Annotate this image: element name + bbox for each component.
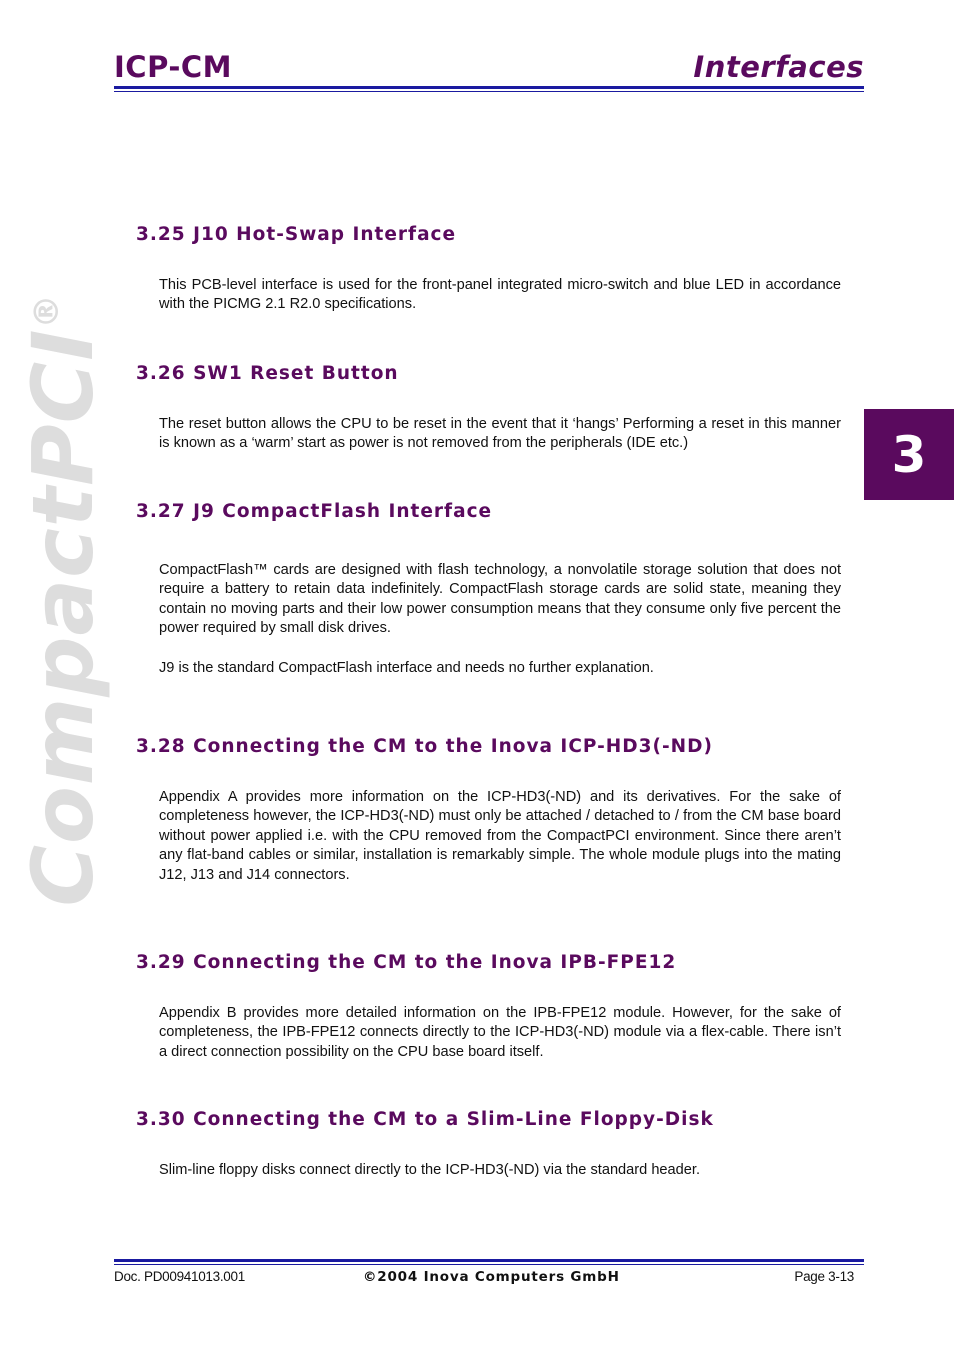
section-paragraph: Appendix A provides more information on the ICP-HD3(-ND) and its derivatives. For the sake of completeness however, the ICP-HD3(-ND) must only be attached / detached to / from the CM base board without power applied i.e. with the CPU removed from the CompactPCI environment. Since there aren’t any flat-band cables or similar, installation is remarkably simple. The whole module plugs into the mating J12, J13 and J14 connectors. bbox=[159, 789, 841, 883]
footer-copyright: ©2004 Inova Computers GmbH bbox=[363, 1269, 620, 1285]
header-rule-thin bbox=[114, 91, 864, 92]
footer-doc-number: Doc. PD00941013.001 bbox=[114, 1269, 245, 1284]
section-heading: 3.26 SW1 Reset Button bbox=[136, 363, 399, 384]
section-paragraph: Appendix B provides more detailed information on the IPB-FPE12 module. However, for the sake of completeness, the IPB-FPE12 connects directly to the ICP-HD3(-ND) module via a flex-cable. There isn’t a direct connection possibility on the CPU base board itself. bbox=[159, 1005, 841, 1060]
section-3-28 bbox=[136, 736, 842, 885]
section-paragraph: J9 is the standard CompactFlash interface and needs no further explanation. bbox=[159, 659, 654, 676]
footer-rule-thick bbox=[114, 1259, 864, 1262]
header-chapter-title: Interfaces bbox=[693, 50, 864, 84]
section-paragraph: This PCB-level interface is used for the front-panel integrated micro-switch and blue LED in accordance with the PICMG 2.1 R2.0 specifications. bbox=[159, 277, 841, 313]
section-paragraph: CompactFlash™ cards are designed with flash technology, a nonvolatile storage solution that does not require a battery to retain data indefinitely. CompactFlash storage cards are solid state, meaning they contain no moving parts and their low power consumption means that they consume only five percent the power required by small disk drives. bbox=[159, 562, 841, 637]
compactpci-watermark bbox=[14, 293, 112, 906]
watermark-text: CompactPCI bbox=[14, 328, 112, 907]
footer-page-number: Page 3-13 bbox=[794, 1269, 854, 1284]
section-heading: 3.27 J9 CompactFlash Interface bbox=[136, 501, 493, 522]
footer-rule-thin bbox=[114, 1264, 864, 1265]
section-paragraph: The reset button allows the CPU to be reset in the event that it ‘hangs’ Performing a reset in this manner is known as a ‘warm’ start as power is not removed from the peripherals (IDE etc.) bbox=[159, 416, 841, 452]
section-3-27 bbox=[136, 501, 842, 678]
watermark-registered-mark: ® bbox=[27, 293, 67, 329]
section-heading: 3.29 Connecting the CM to the Inova IPB-FPE12 bbox=[136, 952, 677, 973]
section-3-26 bbox=[136, 363, 842, 454]
section-heading: 3.30 Connecting the CM to a Slim-Line Floppy-Disk bbox=[136, 1109, 714, 1130]
chapter-tab: 3 bbox=[864, 409, 954, 500]
header-product-title: ICP-CM bbox=[114, 50, 232, 84]
section-3-25 bbox=[136, 224, 842, 315]
section-heading: 3.25 J10 Hot-Swap Interface bbox=[136, 224, 457, 245]
section-paragraph: Slim-line floppy disks connect directly to the ICP-HD3(-ND) via the standard header. bbox=[159, 1162, 701, 1178]
section-heading: 3.28 Connecting the CM to the Inova ICP-HD3(-ND) bbox=[136, 736, 713, 757]
section-3-30 bbox=[136, 1109, 842, 1180]
section-3-29 bbox=[136, 952, 842, 1062]
header-rule-thick bbox=[114, 86, 864, 89]
